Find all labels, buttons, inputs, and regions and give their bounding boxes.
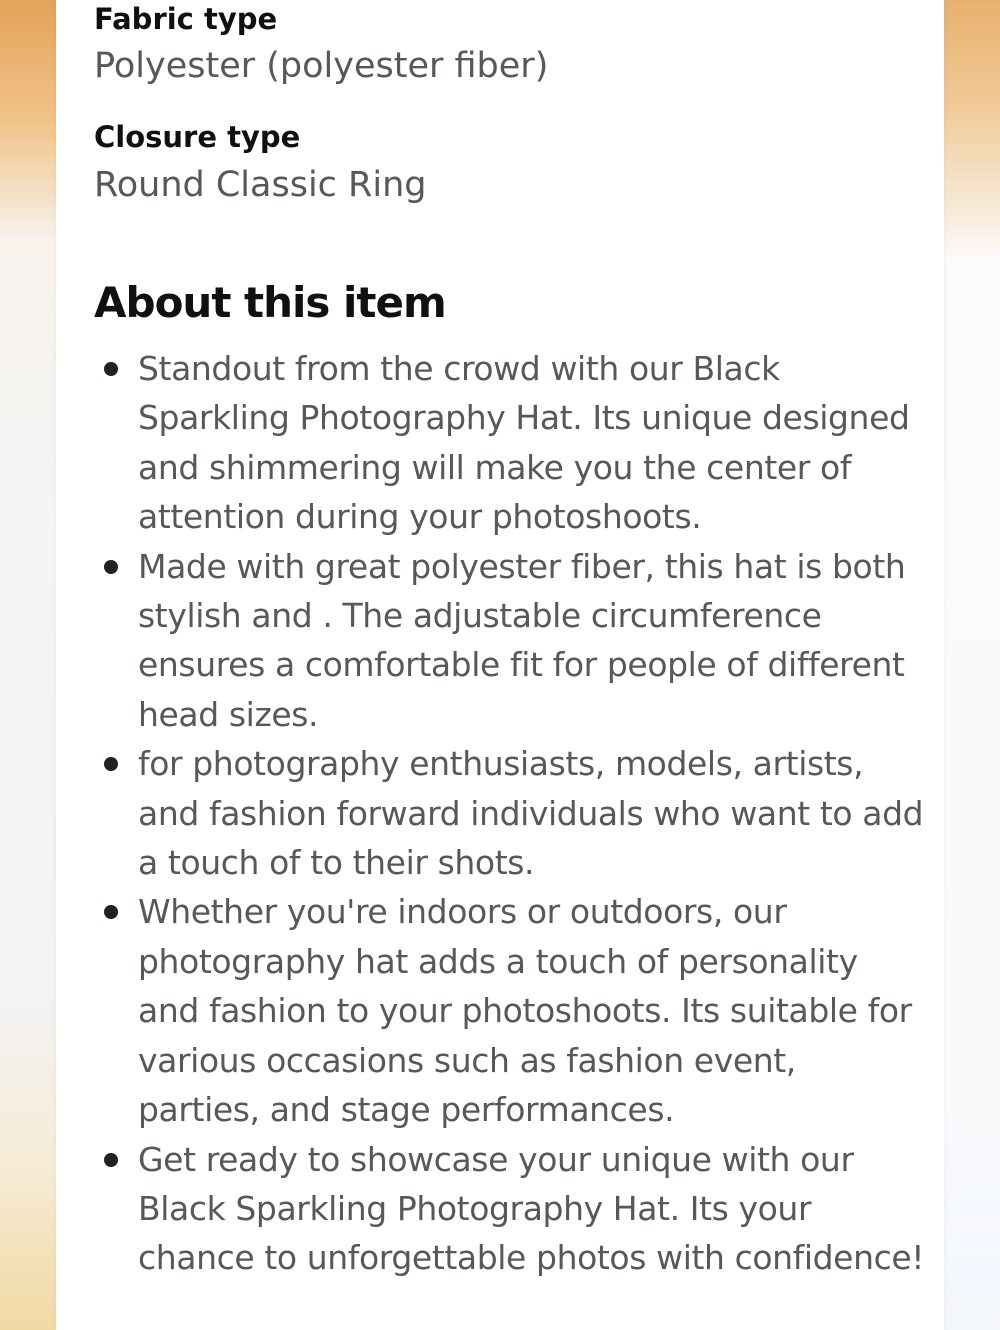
bullet-dot-icon: [104, 1153, 118, 1167]
product-details-card: [56, 0, 944, 1330]
bullet-dot-icon: [104, 905, 118, 919]
fabric-type-label: Fabric type: [94, 2, 278, 36]
bullet-text: Made with great polyester fiber, this hat is both stylish and . The adjustable circumference ensures a comfortable fit for people of different head sizes.: [138, 546, 906, 734]
list-item: [94, 739, 926, 887]
closure-type-value: Round Classic Ring: [94, 165, 427, 205]
list-item: [94, 1135, 926, 1283]
list-item: [94, 542, 926, 740]
fabric-type-value: Polyester (polyester fiber): [94, 46, 549, 86]
about-bullet-list: [94, 344, 926, 1283]
list-item: [94, 887, 926, 1134]
bullet-dot-icon: [104, 362, 118, 376]
bullet-dot-icon: [104, 757, 118, 771]
list-item: [94, 344, 926, 542]
bullet-text: Standout from the crowd with our Black Sparkling Photography Hat. Its unique designed and shimmering will make you the center of attention during your photoshoots.: [138, 349, 910, 537]
bullet-text: Get ready to showcase your unique with our Black Sparkling Photography Hat. Its your chance to unforgettable photos with confidence!: [138, 1139, 925, 1278]
closure-type-label: Closure type: [94, 120, 301, 154]
bullet-text: for photography enthusiasts, models, artists, and fashion forward individuals who want to add a touch of to their shots.: [138, 744, 924, 883]
background-edge-right: [944, 0, 1000, 1330]
bullet-text: Whether you're indoors or outdoors, our photography hat adds a touch of personality and fashion to your photoshoots. Its suitable for various occasions such as fashion event, parties, and stage performances.: [138, 892, 912, 1130]
about-this-item-heading: About this item: [94, 278, 446, 327]
bullet-dot-icon: [104, 560, 118, 574]
